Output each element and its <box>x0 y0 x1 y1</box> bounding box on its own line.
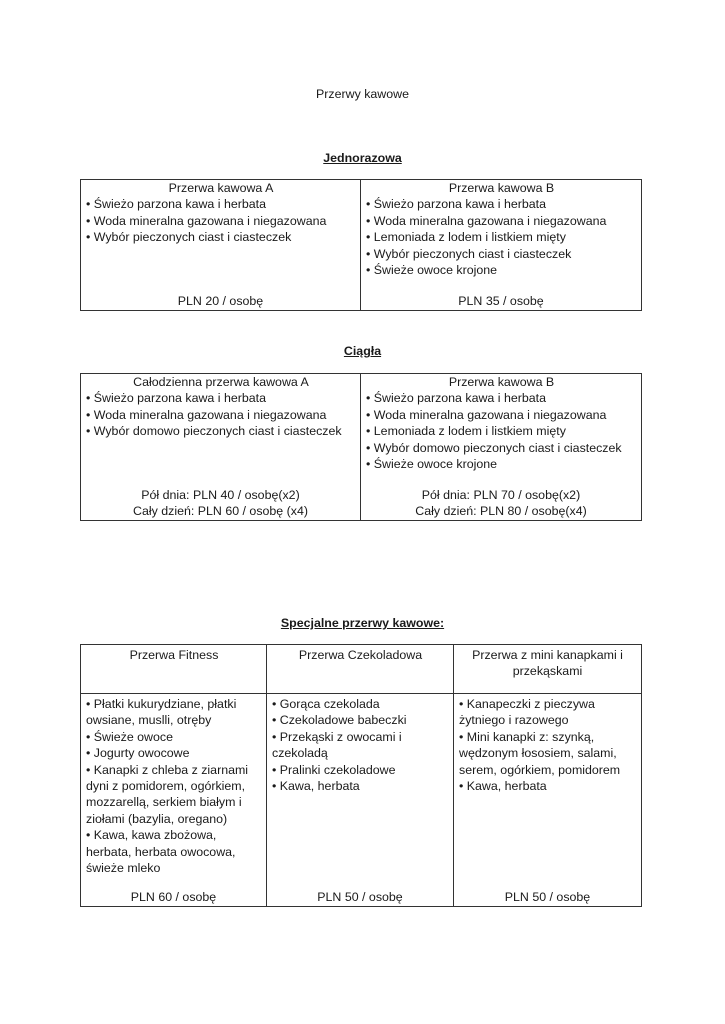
page-title: Przerwy kawowe <box>316 87 409 101</box>
list-item: • Wybór pieczonych ciast i ciasteczek <box>366 246 637 262</box>
list-item: • Kanapki z chleba z ziarnami dyni z pomidorem, ogórkiem, mozzarellą, serkiem białym i ziołami (bazylia, oregano) <box>86 762 262 828</box>
offer-items <box>272 696 449 794</box>
offer-price-half-day: Pół dnia: PLN 70 / osobę(x2) <box>421 488 581 502</box>
special-body-cell <box>454 694 642 907</box>
offer-cell <box>81 180 361 311</box>
list-item: • Woda mineralna gazowana i niegazowana <box>366 407 637 423</box>
offer-items <box>86 196 356 245</box>
list-item: • Wybór domowo pieczonych ciast i ciasteczek <box>366 440 637 456</box>
list-item: • Kawa, herbata <box>459 778 637 794</box>
offer-price: PLN 50 / osobę <box>504 890 591 904</box>
list-item: • Świeżo parzona kawa i herbata <box>86 390 356 406</box>
list-item: • Woda mineralna gazowana i niegazowana <box>366 213 637 229</box>
special-header-cell <box>267 645 454 694</box>
special-table <box>80 644 642 907</box>
offer-name: Przerwa kawowa B <box>448 375 555 389</box>
one-time-table <box>80 179 642 311</box>
list-item: • Płatki kukurydziane, płatki owsiane, muslli, otręby <box>86 696 262 729</box>
list-item: • Świeże owoce krojone <box>366 262 637 278</box>
offer-price: PLN 60 / osobę <box>130 890 217 904</box>
list-item: • Mini kanapki z: szynką, wędzonym łososiem, salami, serem, ogórkiem, pomidorem <box>459 729 637 778</box>
special-header-cell <box>81 645 267 694</box>
list-item: • Kawa, kawa zbożowa, herbata, herbata owocowa, świeże mleko <box>86 827 262 876</box>
section-heading-one-time: Jednorazowa <box>323 151 402 165</box>
offer-items <box>86 390 356 439</box>
offer-price-full-day: Cały dzień: PLN 60 / osobę (x4) <box>133 504 308 519</box>
list-item: • Świeżo parzona kawa i herbata <box>86 196 356 212</box>
offer-items <box>459 696 637 794</box>
offer-price: PLN 35 / osobę <box>458 294 544 308</box>
list-item: • Kanapeczki z pieczywa żytniego i razowego <box>459 696 637 729</box>
offer-name: Przerwa kawowa B <box>448 181 555 195</box>
special-header-cell <box>454 645 642 694</box>
list-item: • Czekoladowe babeczki <box>272 712 449 728</box>
section-heading-special: Specjalne przerwy kawowe: <box>280 616 445 630</box>
list-item: • Świeżo parzona kawa i herbata <box>366 196 637 212</box>
offer-price: PLN 50 / osobę <box>317 890 403 904</box>
offer-price-block <box>81 487 360 520</box>
list-item: • Świeżo parzona kawa i herbata <box>366 390 637 406</box>
offer-name: Przerwa kawowa A <box>168 181 274 195</box>
special-body-cell <box>267 694 454 907</box>
continuous-table <box>80 373 642 521</box>
offer-items <box>366 390 637 472</box>
list-item: • Świeże owoce krojone <box>366 456 637 472</box>
offer-price-block <box>361 487 641 520</box>
list-item: • Wybór domowo pieczonych ciast i ciasteczek <box>86 423 356 439</box>
list-item: • Lemoniada z lodem i listkiem mięty <box>366 229 637 245</box>
list-item: • Wybór pieczonych ciast i ciasteczek <box>86 229 356 245</box>
special-header-fitness: Przerwa Fitness <box>129 648 219 662</box>
offer-price-full-day: Cały dzień: PLN 80 / osobę(x4) <box>415 504 587 519</box>
list-item: • Gorąca czekolada <box>272 696 449 712</box>
offer-cell <box>361 374 642 521</box>
list-item: • Woda mineralna gazowana i niegazowana <box>86 213 356 229</box>
section-heading-continuous: Ciągła <box>343 344 382 358</box>
special-header-sandwiches: Przerwa z mini kanapkami i przekąskami <box>472 648 623 679</box>
special-body-cell <box>81 694 267 907</box>
offer-price-half-day: Pół dnia: PLN 40 / osobę(x2) <box>141 488 300 502</box>
offer-cell <box>81 374 361 521</box>
offer-items <box>86 696 262 876</box>
list-item: • Lemoniada z lodem i listkiem mięty <box>366 423 637 439</box>
offer-items <box>366 196 637 278</box>
list-item: • Woda mineralna gazowana i niegazowana <box>86 407 356 423</box>
list-item: • Świeże owoce <box>86 729 262 745</box>
list-item: • Kawa, herbata <box>272 778 449 794</box>
list-item: • Pralinki czekoladowe <box>272 762 449 778</box>
offer-price: PLN 20 / osobę <box>177 294 264 308</box>
offer-name: Całodzienna przerwa kawowa A <box>133 375 309 389</box>
list-item: • Przekąski z owocami i czekoladą <box>272 729 449 762</box>
special-header-chocolate: Przerwa Czekoladowa <box>298 648 423 662</box>
offer-cell <box>361 180 642 311</box>
list-item: • Jogurty owocowe <box>86 745 262 761</box>
